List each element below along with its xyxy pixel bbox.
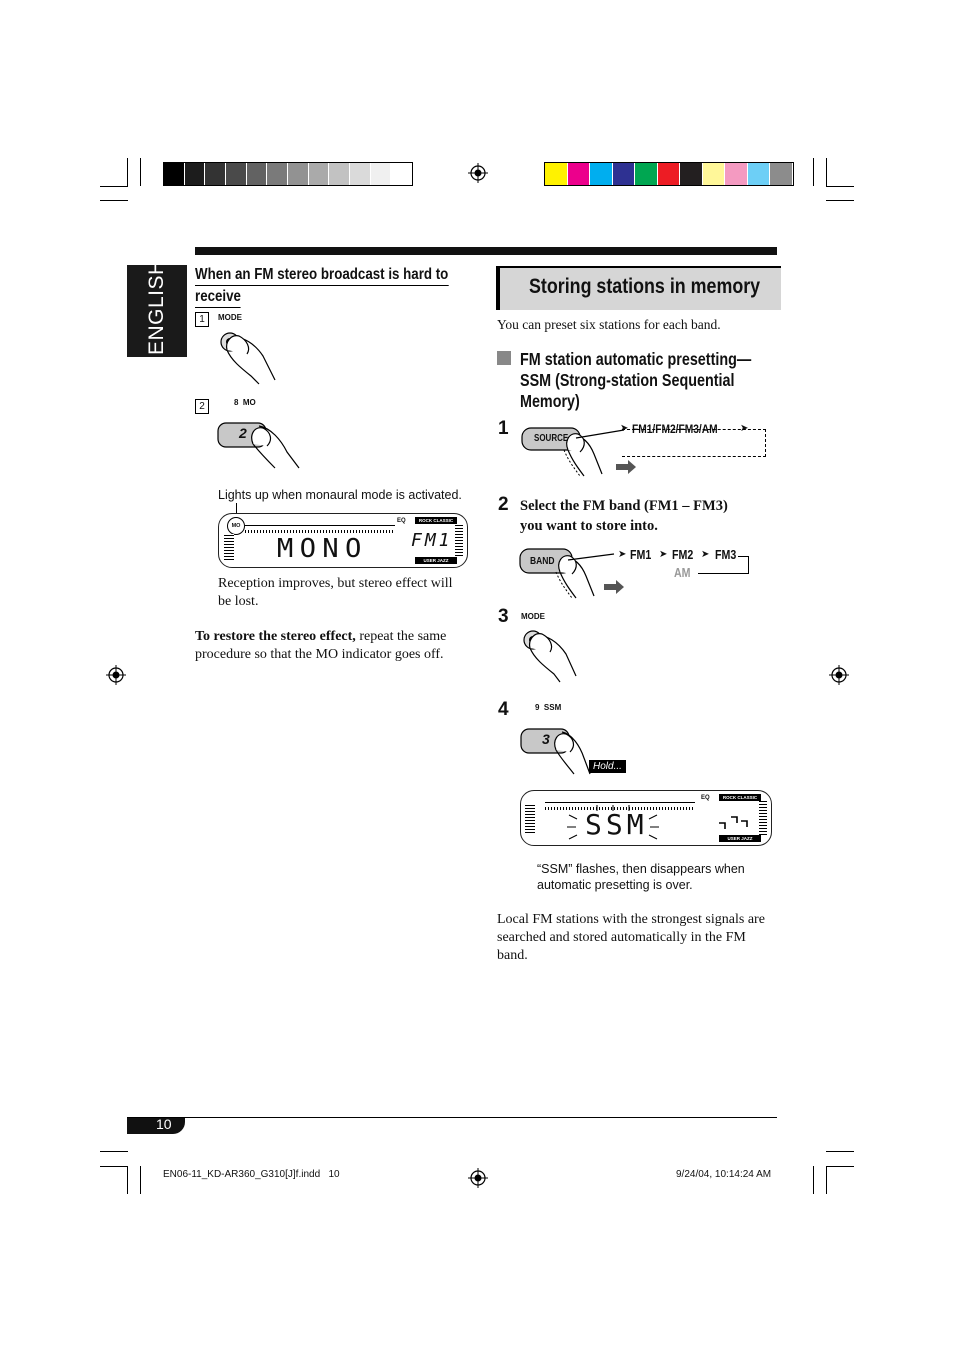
- eq-mode-lower: USER JAZZ: [719, 835, 761, 842]
- step-2-line: Select the FM band (FM1 – FM3): [520, 498, 728, 514]
- ssm-caption-line: “SSM” flashes, then disappears when: [537, 862, 745, 876]
- registration-mark-icon: [106, 665, 126, 685]
- grayscale-bar: [163, 162, 413, 186]
- arrow-icon: ➤: [740, 423, 749, 434]
- color-swatch: [164, 163, 185, 185]
- right-volume-arc: [455, 524, 463, 556]
- level-meter: [545, 802, 695, 803]
- mo-caption: Lights up when monaural mode is activated.: [218, 488, 462, 502]
- button-2-label: 2: [239, 425, 247, 441]
- color-swatch: [658, 163, 681, 185]
- number-3-button-press-icon: [518, 724, 598, 776]
- color-swatch: [350, 163, 371, 185]
- key-label: MODE: [521, 612, 545, 621]
- segment-row: [245, 530, 395, 533]
- restore-bold: To restore the stereo effect,: [195, 629, 356, 644]
- step-2-line: you want to store into.: [520, 518, 658, 534]
- color-swatch: [247, 163, 268, 185]
- color-swatch: [635, 163, 658, 185]
- hold-badge: Hold...: [589, 760, 626, 773]
- mo-indicator: MO: [227, 517, 245, 535]
- section-heading: [195, 264, 448, 308]
- am-label: AM: [674, 566, 691, 580]
- right-volume-arc: [759, 801, 767, 835]
- reception-text: Reception improves, but stereo effect will be lost.: [218, 576, 453, 609]
- band-button-label: BAND: [530, 556, 555, 567]
- step-2-text: [520, 496, 728, 536]
- sub-heading-line: FM station automatic presetting—: [520, 349, 752, 369]
- heading-line: receive: [195, 286, 241, 308]
- color-swatch: [391, 163, 412, 185]
- step-number-box: 1: [195, 312, 209, 327]
- registration-mark-icon: [829, 665, 849, 685]
- cycle-loop: [622, 429, 766, 457]
- cycle-loop: [698, 556, 749, 574]
- display-main-text: SSM: [585, 808, 648, 841]
- left-volume-arc: [525, 803, 535, 833]
- eq-mode-lower: USER JAZZ: [415, 557, 457, 564]
- page-number: 10: [156, 1116, 172, 1132]
- step-number-box: 2: [195, 399, 209, 414]
- band-button-press-icon: [518, 544, 628, 600]
- step-4-number: 4: [498, 699, 509, 720]
- ssm-caption-line: automatic presetting is over.: [537, 878, 693, 892]
- bottom-rule: [127, 1117, 777, 1118]
- color-swatch: [613, 163, 636, 185]
- process-color-bar: [544, 162, 794, 186]
- fm3-label: FM3: [715, 548, 737, 562]
- display-panel-ssm: [520, 790, 772, 846]
- color-swatch: [770, 163, 793, 185]
- color-swatch: [680, 163, 703, 185]
- left-volume-arc: [224, 534, 234, 560]
- step-3-number: 3: [498, 606, 509, 627]
- mode-button-press-icon: [215, 328, 305, 388]
- arrow-icon: ➤: [618, 549, 627, 560]
- color-swatch: [545, 163, 568, 185]
- step-2-number: 2: [498, 494, 509, 515]
- color-swatch: [568, 163, 591, 185]
- display-main-text: MONO: [276, 534, 368, 564]
- fm2-label: FM2: [672, 548, 694, 562]
- source-button-label: SOURCE: [534, 433, 569, 444]
- restore-text: repeat the same procedure so that the MO indicator goes off.: [195, 629, 447, 662]
- fm1-label: FM1: [630, 548, 652, 562]
- number-2-button-press-icon: [215, 418, 305, 470]
- restore-paragraph: [195, 628, 465, 664]
- display-band-text: FM1: [411, 530, 453, 551]
- key-label: MODE: [218, 313, 242, 322]
- intro-text: You can preset six stations for each band.: [497, 317, 721, 332]
- key-label: 8 MO: [234, 398, 256, 407]
- page-title: Storing stations in memory: [529, 275, 761, 298]
- sub-heading: [520, 349, 751, 412]
- top-rule: [195, 247, 777, 255]
- level-meter: [245, 525, 395, 526]
- arrow-icon: ➤: [701, 549, 710, 560]
- color-swatch: [590, 163, 613, 185]
- color-swatch: [309, 163, 330, 185]
- sub-heading-marker: [497, 351, 511, 365]
- color-swatch: [371, 163, 392, 185]
- eq-icon: EQ: [397, 518, 406, 524]
- segment-digits-icon: [717, 811, 753, 831]
- color-swatch: [329, 163, 350, 185]
- eq-icon: EQ: [701, 795, 710, 801]
- sub-heading-line: Memory): [520, 391, 580, 411]
- file-name: EN06-11_KD-AR360_G310[J]f.indd 10: [163, 1169, 340, 1180]
- eq-mode-upper: ROCK CLASSIC: [719, 794, 761, 801]
- heading-line: When an FM stereo broadcast is hard to: [195, 264, 448, 286]
- timestamp: 9/24/04, 10:14:24 AM: [676, 1169, 772, 1180]
- color-swatch: [205, 163, 226, 185]
- mode-button-press-icon: [518, 626, 608, 686]
- color-swatch: [703, 163, 726, 185]
- arrow-icon: ➤: [659, 549, 668, 560]
- key-label: 9 SSM: [535, 703, 562, 712]
- button-3-label: 3: [542, 731, 550, 747]
- step-1-number: 1: [498, 418, 509, 439]
- registration-mark-icon: [468, 163, 488, 183]
- color-swatch: [185, 163, 206, 185]
- color-swatch: [748, 163, 771, 185]
- eq-mode-upper: ROCK CLASSIC: [415, 517, 457, 524]
- closing-text: Local FM stations with the strongest signals are searched and stored automatically in the FM band.: [497, 912, 765, 963]
- ssm-caption: [537, 861, 745, 893]
- color-swatch: [267, 163, 288, 185]
- band-sequence: FM1/FM2/FM3/AM: [632, 422, 718, 436]
- color-swatch: [725, 163, 748, 185]
- cycle-loop-top: [738, 556, 748, 557]
- color-swatch: [226, 163, 247, 185]
- sub-heading-line: SSM (Strong-station Sequential: [520, 370, 735, 390]
- display-panel-mono: [218, 513, 468, 568]
- arrow-icon: ➤: [620, 423, 629, 434]
- color-swatch: [288, 163, 309, 185]
- registration-mark-icon: [468, 1168, 488, 1188]
- language-tab-label: ENGLISH: [145, 259, 168, 355]
